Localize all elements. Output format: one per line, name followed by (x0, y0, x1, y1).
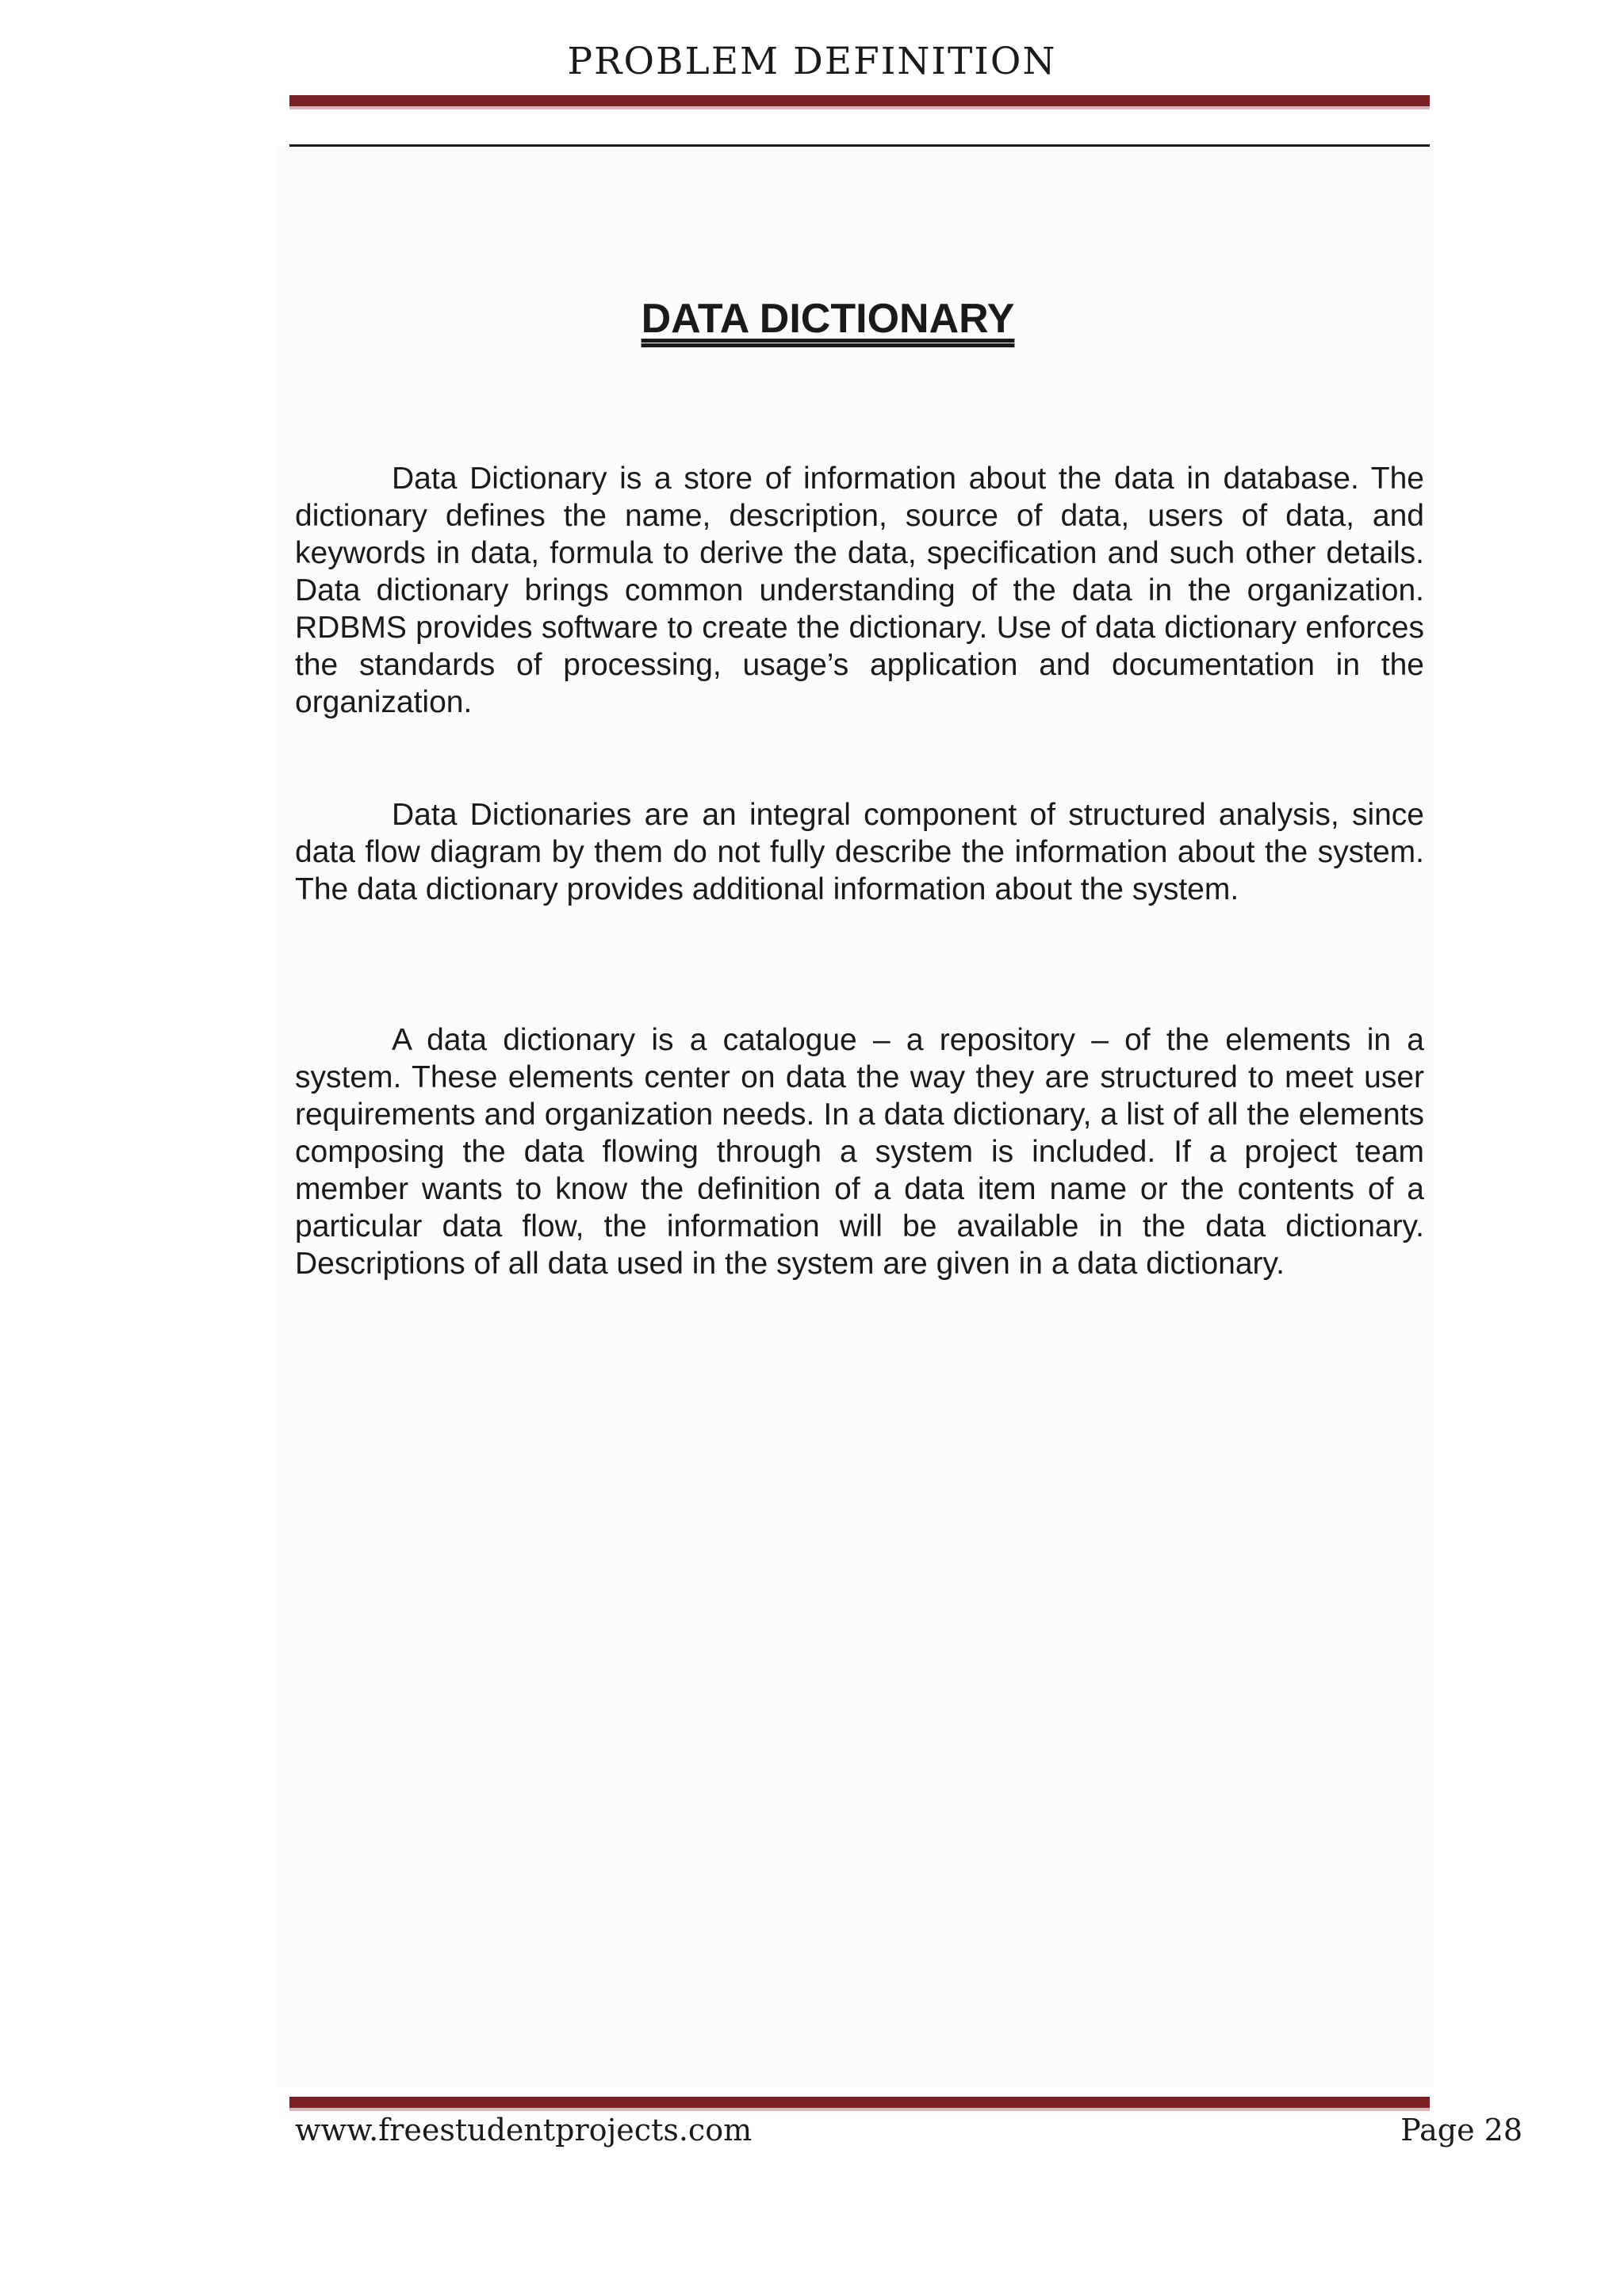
header-rule-thin (289, 144, 1430, 147)
footer-rule-thick (289, 2097, 1430, 2108)
footer-page-number: Page 28 (1400, 2113, 1522, 2147)
paragraph-3-text: A data dictionary is a catalogue – a repository – of the elements in a system. These elements center on data the way they are structured to meet user requirements and organization needs. In a data dictionary, a list of all the elements composing the data flowing through a system is included. If a project team member wants to know the definition of a data item name or the contents of a particular data flow, the information will be available in the data dictionary. Descriptions of all data used in the system are given in a data dictionary. (295, 1023, 1424, 1281)
section-title: DATA DICTIONARY (641, 296, 1015, 342)
paragraph-2-text: Data Dictionaries are an integral component of structured analysis, since data flow diagram by them do not fully describe the information about the system. The data dictionary provides additional information about the system. (295, 798, 1424, 906)
paragraph-3 (295, 1021, 1424, 1282)
footer-url: www.freestudentprojects.com (295, 2113, 753, 2147)
paragraph-1-text: Data Dictionary is a store of information about the data in database. The dictionary defines the name, description, source of data, users of data, and keywords in data, formula to derive the data, specification and such other details. Data dictionary brings common understanding of the data in the organization. RDBMS provides software to create the dictionary. Use of data dictionary enforces the standards of processing, usage’s application and documentation in the organization. (295, 462, 1424, 719)
paragraph-2 (295, 796, 1424, 908)
page-header-title: PROBLEM DEFINITION (567, 40, 1057, 83)
header-rule-thick (289, 95, 1430, 106)
paragraph-1 (295, 460, 1424, 721)
